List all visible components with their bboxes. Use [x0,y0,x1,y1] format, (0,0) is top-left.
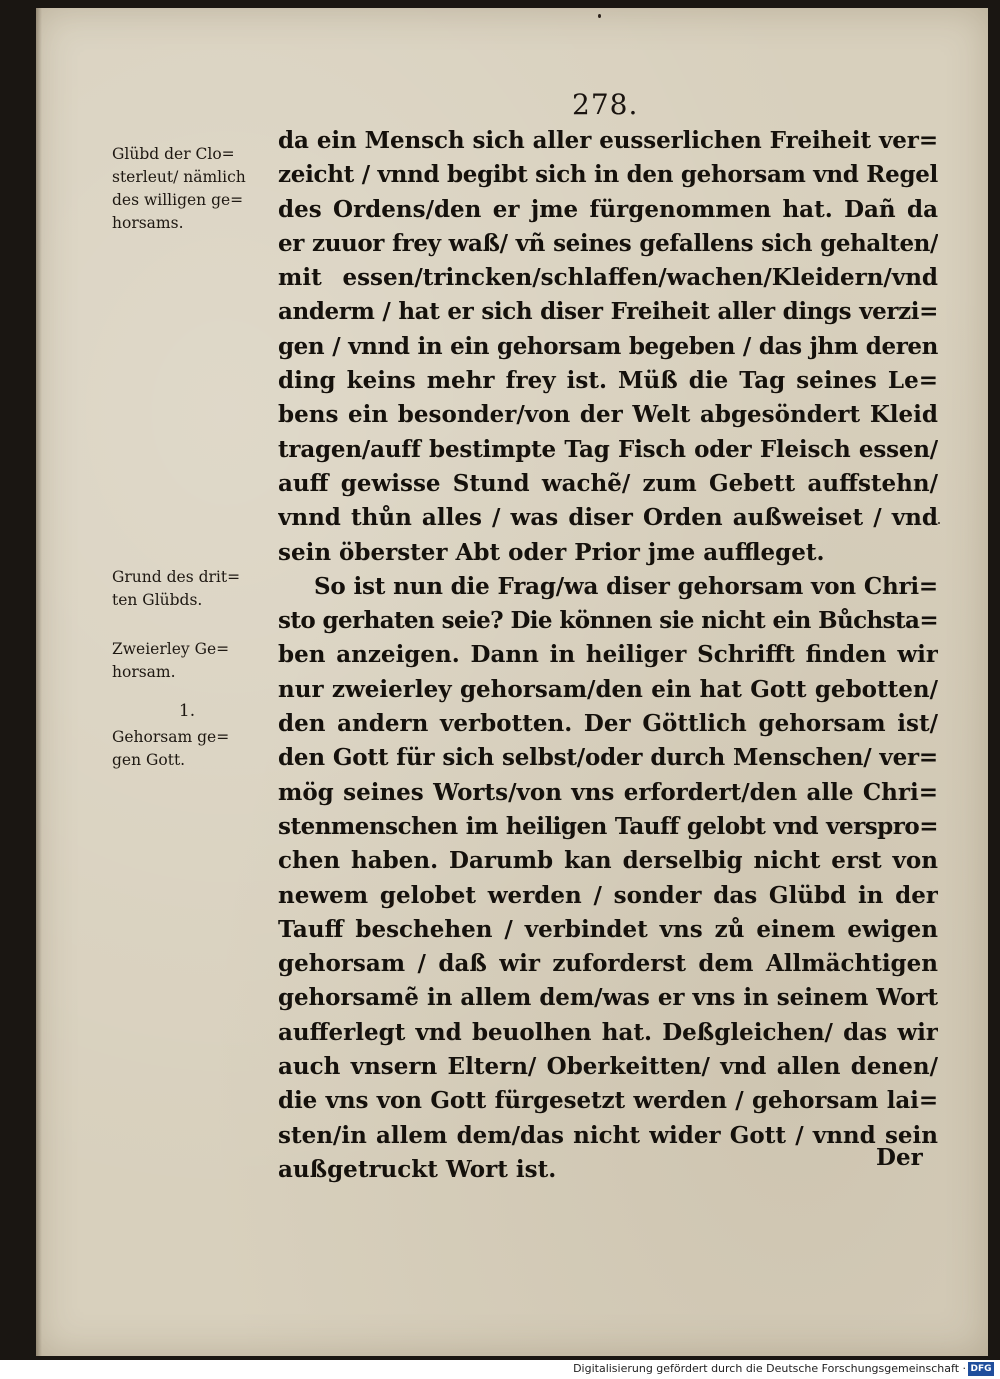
dfg-logo[interactable]: DFG [968,1362,994,1376]
funding-credit: Digitalisierung gefördert durch die Deutsche Forschungsgemeinschaft · [573,1362,966,1375]
body-line: mit essen/trincken/schlaffen/wachen/Kleidern/vnd [278,264,938,292]
body-line: den andern verbotten. Der Göttlich gehorsam ist/ [278,710,938,738]
margin-note-line: Glübd der Clo= [112,145,235,163]
body-text [278,124,938,1187]
body-line: außgetruckt Wort ist. [278,1155,557,1183]
body-line: des Ordens/den er jme fürgenommen hat. Dañ da [278,195,938,223]
body-line: er zuuor frey waß/ vñ seines gefallens sich gehalten/ [278,229,938,257]
body-line: gen / vnnd in ein gehorsam begeben / das jhm deren [278,332,938,360]
body-line: bens ein besonder/von der Welt abgesöndert Kleid [278,401,938,429]
body-line: mög seines Worts/von vns erfordert/den alle Chri= [278,778,938,806]
body-line: zeicht / vnnd begibt sich in den gehorsam vnd Regel [278,161,938,189]
margin-note-line: horsams. [112,214,184,232]
margin-note-line: Grund des drit= [112,568,241,586]
body-line: sto gerhaten seie? Die können sie nicht ein Bůchsta= [278,607,938,635]
ink-speck [598,14,601,18]
body-line: tragen/auff bestimpte Tag Fisch oder Fleisch essen/ [278,435,938,463]
body-line: vnnd thůn alles / was diser Orden außweiset / vnd [278,504,938,532]
body-line: anderm / hat er sich diser Freiheit aller dings verzi= [278,298,938,326]
body-line: newem gelobet werden / sonder das Glübd in der [278,881,938,909]
margin-note-line: ten Glübds. [112,591,203,609]
body-line: auff gewisse Stund wachẽ/ zum Gebett auffstehn/ [278,469,938,497]
margin-note-third-vow [112,566,278,612]
margin-note-obedience-to-god [112,726,278,772]
body-line: stenmenschen im heiligen Tauff gelobt vnd verspro= [278,812,938,840]
page-gutter-shadow [36,8,42,1356]
body-line: auch vnsern Eltern/ Oberkeitten/ vnd allen denen/ [278,1053,938,1081]
body-line: Tauff beschehen / verbindet vns zů einem ewigen [278,915,938,943]
margin-note-number: 1. [178,701,196,721]
body-line: sein öberster Abt oder Prior jme auffleget. [278,538,825,566]
body-line: So ist nun die Frag/wa diser gehorsam von Chri= [314,572,938,600]
page-number: 278. [572,88,639,121]
margin-note-line: horsam. [112,663,176,681]
body-line: den Gott für sich selbst/oder durch Menschen/ ver= [278,744,938,772]
margin-note-vows [112,143,278,235]
catchword: Der [876,1144,923,1171]
margin-note-line: sterleut/ nämlich [112,168,246,186]
body-line: gehorsam / daß wir zuforderst dem Allmächtigen [278,950,938,978]
body-line: da ein Mensch sich aller eusserlichen Freiheit ver= [278,127,938,154]
margin-note-two-obediences [112,638,278,684]
margin-note-line: gen Gott. [112,751,186,769]
body-line: ben anzeigen. Dann in heiliger Schrifft finden wir [278,641,938,669]
margin-note-line: des willigen ge= [112,191,244,209]
body-line: ding keins mehr frey ist. Müß die Tag seines Le= [278,367,938,395]
body-line: nur zweierley gehorsam/den ein hat Gott gebotten/ [278,675,938,703]
body-line: chen haben. Darumb kan derselbig nicht erst von [278,847,938,875]
body-line: sten/in allem dem/das nicht wider Gott / vnnd sein [278,1121,938,1149]
margin-note-line: Gehorsam ge= [112,728,230,746]
ink-speck [938,522,940,524]
body-line: die vns von Gott fürgesetzt werden / gehorsam lai= [278,1087,938,1115]
body-line: aufferlegt vnd beuolhen hat. Deßgleichen/ das wir [278,1018,938,1046]
margin-note-line: Zweierley Ge= [112,640,230,658]
body-line: gehorsamẽ in allem dem/was er vns in seinem Wort [278,984,938,1012]
